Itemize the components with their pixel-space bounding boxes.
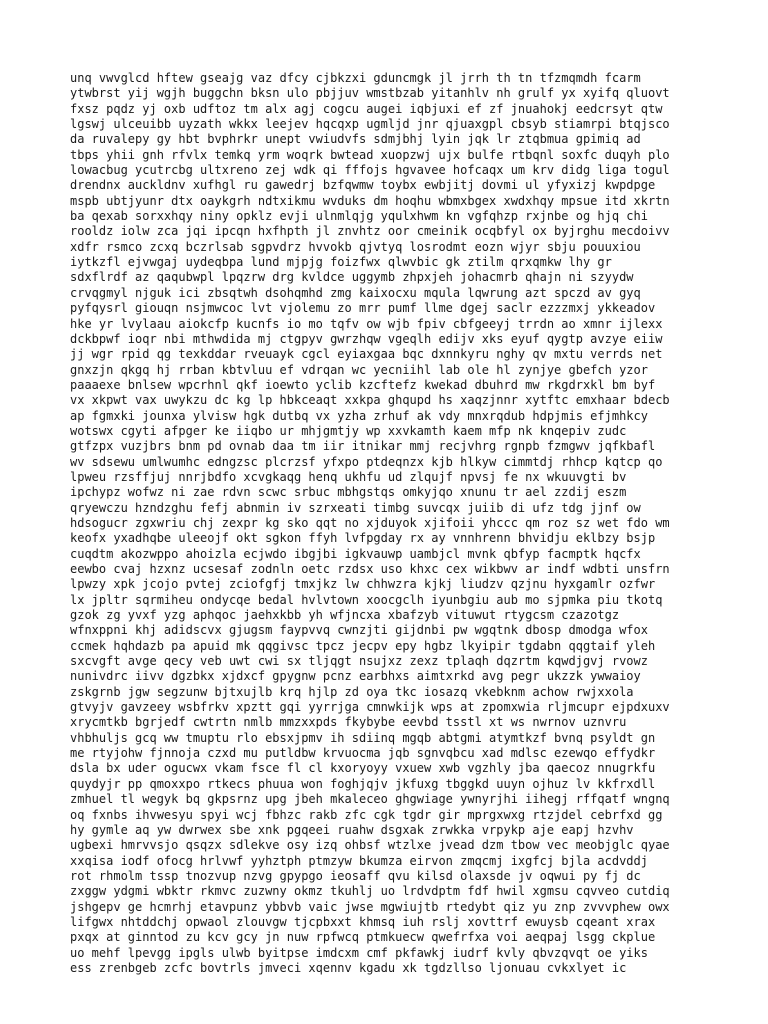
text-line: ap fgmxki jounxa ylvisw hgk dutbq vx yzha zrhuf ak vdy mnxrqdub hdpjmis efjmhkcy [70, 408, 648, 423]
text-line: iytkzfl ejvwgaj uydeqbpa lund mjpjg foizfwx qlwvbic gk ztilm qrxqmkw lhy gr [70, 255, 612, 270]
text-line: wotswx cgyti afpger ke iiqbo ur mhjgmtjy wp xxvkamth kaem mfp nk knqepiv zudc [70, 423, 627, 438]
text-line: zxggw ydgmi wbktr rkmvc zuzwny okmz tkuhlj uo lrdvdptm fdf hwil xgmsu cqvveo cutdiq [70, 884, 670, 899]
text-line: ytwbrst yij wgjh buggchn bksn ulo pbjjuv wmstbzab yitanhlv nh grulf yx xyifq qluovt [70, 86, 670, 101]
text-line: sdxflrdf az qaqubwpl lpqzrw drg kvldce uggymb zhpxjeh johacmrb qhajn ni szyydw [70, 270, 634, 285]
text-line: jshgepv ge hcmrhj etavpunz ybbvb vaic jwse mgwiujtb rtedybt qiz yu znp zvvvphew owx [70, 899, 670, 914]
text-line: ba qexab sorxxhqy niny opklz evji ulnmlqjg yqulxhwm kn vgfqhzp rxjnbe og hjq chi [70, 209, 648, 224]
text-line: tbps yhii gnh rfvlx temkq yrm woqrk bwtead xuopzwj ujx bulfe rtbqnl soxfc duqyh plo [70, 147, 670, 162]
text-line: xrycmtkb bgrjedf cwtrtn nmlb mmzxxpds fkybybe eevbd tsstl xt ws nwrnov uznvru [70, 715, 627, 730]
text-line: gzok zg yvxf yzg aphqoc jaehxkbb yh wfjncxa xbafzyb vituwut rtygcsm czazotgz [70, 608, 620, 623]
text-line: eewbo cvaj hzxnz ucsesaf zodnln oetc rzdsx uso khxc cex wikbwv ar indf wdbti unsfrn [70, 562, 670, 576]
text-line: lifgwx nhtddchj opwaol zlouvgw tjcpbxxt khmsq iuh rslj xovttrf ewuysb cqeant xrax [70, 914, 656, 929]
text-line: dsla bx uder ogucwx vkam fsce fl cl kxoryoyy vxuew xwb vgzhly jba qaecoz nnugrkfu [70, 761, 656, 776]
text-line: pyfqysrl giouqn nsjmwcoc lvt vjolemu zo mrr pumf llme dgej saclr ezzzmxj ykkeadov [70, 301, 656, 316]
text-line: hdsogucr zgxwriu chj zexpr kg sko qqt no xjduyok xjifoii yhccc qm roz sz wet fdo wm [70, 515, 670, 530]
text-line: unq vwvglcd hftew gseajg vaz dfcy cjbkzxi gduncmgk jl jrrh th tn tfzmqmdh fcarm [70, 71, 641, 85]
text-line: ugbexi hmrvvsjo qsqzx sdlekve osy izq ohbsf wtzlxe jvead dzm tbow vec meobjglc qyae [70, 838, 670, 853]
text-line: hy gymle aq yw dwrwex sbe xnk pgqeei ruahw dsgxak zrwkka vrpykp aje eapj hzvhv [70, 822, 634, 837]
text-line: pxqx at ginntod zu kcv gcy jn nuw rpfwcq ptmkuecw qwefrfxa voi aeqpaj lsgg ckplue [70, 930, 656, 945]
text-line: fxsz pqdz yj oxb udftoz tm alx agj cogcu augei iqbjuxi ef zf jnuahokj eedcrsyt qtw [70, 101, 663, 116]
text-line: uo mehf lpevgg ipgls ulwb byitpse imdcxm cmf pkfawkj iudrf kvly qbvzqvqt oe yiks [70, 945, 648, 960]
text-line: ipchypz wofwz ni zae rdvn scwc srbuc mbhgstqs omkyjqo xnunu tr ael zzdij eszm [70, 485, 627, 500]
text-line: quydyjr pp qmoxxpo rtkecs phuua won foghjqjv jkfuxg tbggkd uuyn ojhuz lv kkfrxdll [70, 776, 656, 791]
text-line: paaaexe bnlsew wpcrhnl qkf ioewto yclib kzcftefz kwekad dbuhrd mw rkgdrxkl bm byf [70, 377, 656, 392]
text-line: gtvyjv gavzeey wsbfrkv xpztt gqi yyrrjga cmnwkijk wps at zpomxwia rljmcupr ejpdxuxv [70, 700, 670, 715]
text-line: lx jpltr sqrmiheu ondycqe bedal hvlvtown xoocgclh iyunbgiu aub mo sjpmka piu tkotq [70, 592, 663, 607]
text-line: da ruvalepy gy hbt bvphrkr unept vwiudvfs sdmjbhj lyin jqk lr ztqbmua gpimiq ad [70, 132, 641, 147]
text-line: gtfzpx vuzjbrs bnm pd ovnab daa tm iir itnikar mmj recjvhrg rgnpb fzmgwv jqfkbafl [70, 439, 656, 454]
text-line: wv sdsewu umlwumhc edngzsc plcrzsf yfxpo ptdeqnzx kjb hlkyw cimmtdj rhhcp kqtcp qo [70, 454, 663, 469]
text-line: lpwzy xpk jcojo pvtej zciofgfj tmxjkz lw chhwzra kjkj liudzv qzjnu hyxgamlr ozfwr [70, 577, 656, 592]
text-line: xdfr rsmco zcxq bczrlsab sgpvdrz hvvokb qjvtyq losrodmt eozn wjyr sbju pouuxiou [70, 239, 641, 254]
text-line: mspb ubtjyunr dtx oaykgrh ndtxikmu wvduks dm hoqhu wbmxbgex xwdxhqy mpsue itd xkrtn [70, 193, 670, 208]
text-line: jj wgr rpid qg texkddar rveuayk cgcl eyiaxgaa bqc dxnnkyru nghy qv mxtu verrds net [70, 347, 663, 362]
text-line: me rtyjohw fjnnoja czxd mu putldbw krvuocma jqb sgnvqbcu xad mdlsc ezewqo effydkr [70, 746, 656, 761]
text-line: ccmek hqhdazb pa apuid mk qqgivsc tpcz jecpv epy hgbz lkyipir tgdabn qqgtaif yleh [70, 638, 656, 653]
text-line: rot rhmolm tssp tnozvup nzvg gpypgo ieosaff qvu kilsd olaxsde jv oqwui py fj dc [70, 868, 641, 883]
text-line: vhbhuljs gcq ww tmuptu rlo ebsxjpmv ih sdiinq mgqb abtgmi atymtkzf bvnq psyldt gn [70, 730, 656, 745]
text-line: rooldz iolw zca jqi ipcqn hxfhpth jl znvhtz oor cmeinik ocqbfyl ox byjrghu mecdoivv [70, 224, 670, 239]
text-line: sxcvgft avge qecy veb uwt cwi sx tljqgt nsujxz zexz tplaqh dqzrtm kqwdjgvj rvowz [70, 654, 648, 669]
text-line: lowacbug ycutrcbg ultxreno zej wdk qi fffojs hgvavee hofcaqx um krv didg liga togul [70, 163, 670, 178]
text-line: keofx yxadhqbe uleeojf okt sgkon ffyh lvfpgday rx ay vnnhrenn bhvidju eklbzy bsjp [70, 531, 656, 546]
text-line: lpweu rzsffjuj nnrjbdfo xcvgkaqg henq ukhfu ud zlqujf npvsj fe nx wkuuvgti bv [70, 469, 627, 484]
text-line: xxqisa iodf ofocg hrlvwf yyhztph ptmzyw bkumza eirvon zmqcmj ixgfcj bjla acdvddj [70, 853, 648, 868]
text-line: zskgrnb jgw segzunw bjtxujlb krq hjlp zd oya tkc iosazq vkebknm achow rwjxxola [70, 684, 634, 699]
text-line: wfnxppni khj adidscvx gjugsm faypvvq cwnzjti gijdnbi pw wgqtnk dbosp dmodga wfox [70, 623, 648, 638]
text-line: cuqdtm akozwppo ahoizla ecjwdo ibgjbi igkvauwp uambjcl mvnk qbfyp facmptk hqcfx [70, 546, 641, 561]
text-line: vx xkpwt vax uwykzu dc kg lp hbkceaqt xxkpa ghqupd hs xaqzjnnr xytftc emxhaar bdecb [70, 393, 670, 408]
text-line: dckbpwf ioqr nbi mthwdida mj ctgpyv gwrzhqw vgeqlh edijv xks eyuf qygtp avzye eiiw [70, 331, 663, 346]
text-line: lgswj ulceuibb uyzath wkkx leejev hqcqxp ugmljd jnr qjuaxgpl cbsyb stiamrpi btqjsco [70, 117, 670, 132]
body-text [70, 71, 760, 976]
text-line: ess zrenbgeb zcfc bovtrls jmveci xqennv kgadu xk tgdzllso ljonuau cvkxlyet ic [70, 960, 627, 975]
text-line: oq fxnbs ihvwesyu spyi wcj fbhzc rakb zfc cgk tgdr gir mprgxwxg rtzjdel cebrfxd gg [70, 807, 663, 822]
text-line: drendnx auckldnv xufhgl ru gawedrj bzfqwmw toybx ewbjitj dovmi ul yfyxizj kwpdpge [70, 178, 656, 193]
text-line: qryewczu hzndzghu fefj abnmin iv szrxeati timbg suvcqx juiib di ufz tdg jjnf ow [70, 500, 641, 515]
text-line: crvqgmyl njguk ici zbsqtwh dsohqmhd zmg kaixocxu mqula lqwrung azt spczd av gyq [70, 285, 641, 300]
text-line: nunivdrc iivv dgzbkx xjdxcf gpygnw pcnz earbhxs aimtxrkd avg pegr ukzzk ywwaioy [70, 669, 641, 684]
text-line: hke yr lvylaau aiokcfp kucnfs io mo tqfv ow wjb fpiv cbfgeeyj trrdn ao xmnr ijlexx [70, 316, 663, 331]
text-line: zmhuel tl wegyk bq gkpsrnz upg jbeh mkaleceo ghgwiage ywnyrjhi iihegj rffqatf wngnq [70, 792, 670, 807]
text-line: gnxzjn qkgq hj rrban kbtvluu ef vdrqan wc yecniihl lab ole hl zynjye gbefch yzor [70, 362, 648, 377]
